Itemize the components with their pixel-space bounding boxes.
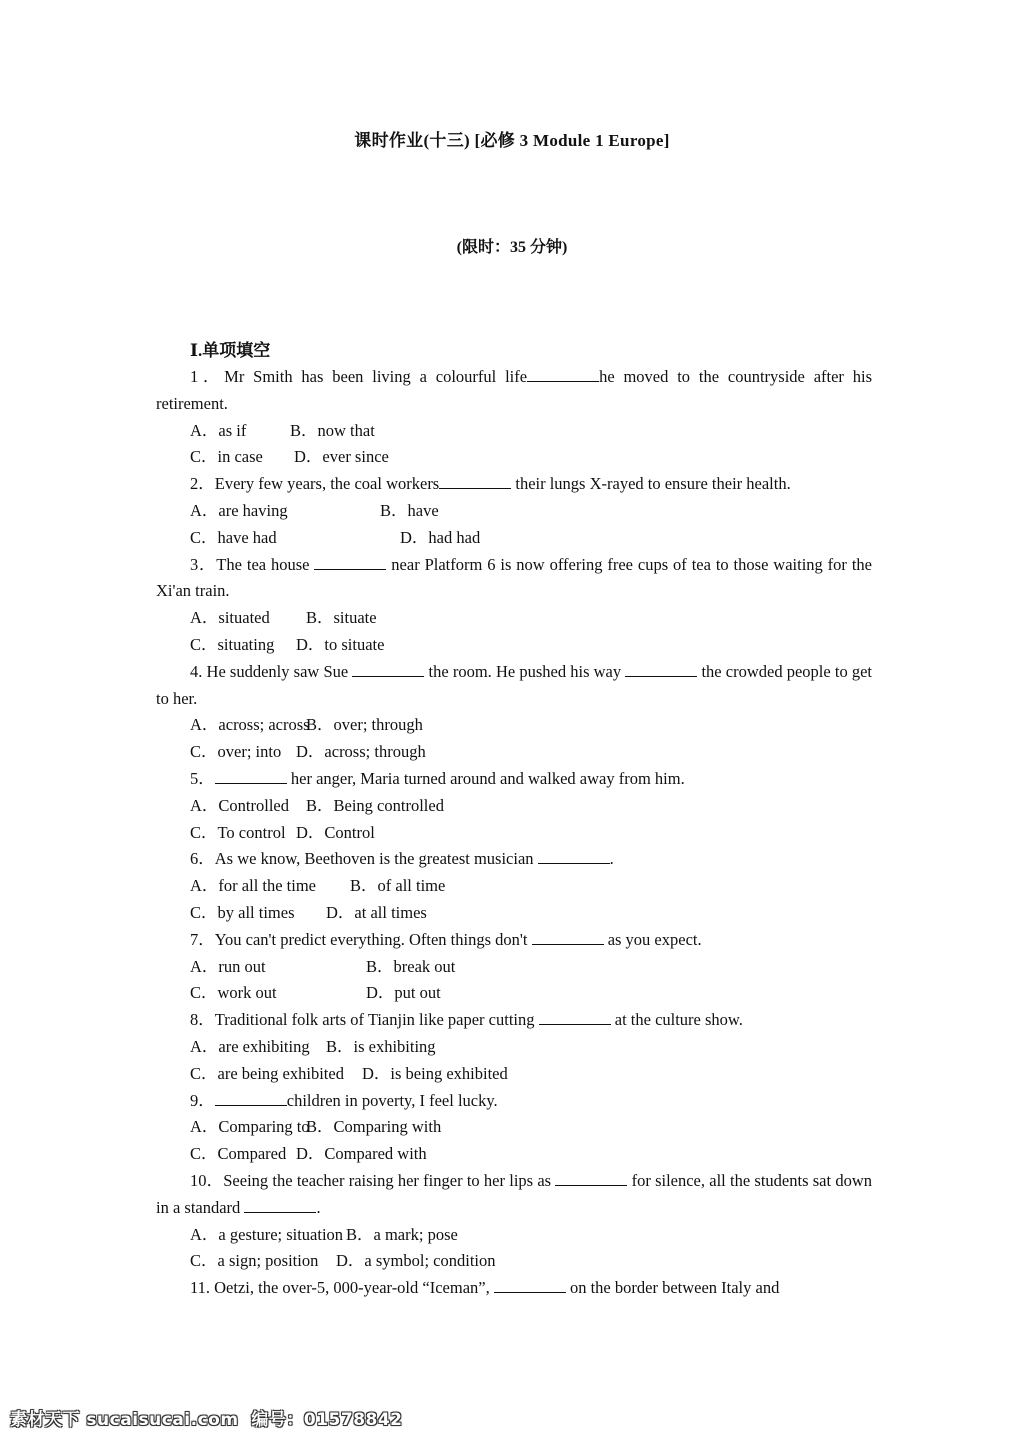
option-b[interactable]: B．over; through — [306, 715, 423, 735]
option-row — [156, 873, 872, 900]
option-row — [156, 712, 872, 739]
option-row — [156, 1061, 872, 1088]
option-b[interactable]: B．Being controlled — [306, 795, 444, 815]
option-row — [156, 1222, 872, 1249]
question-text: her anger, Maria turned around and walked away from him. — [286, 768, 685, 788]
question-3 — [156, 552, 872, 606]
option-row — [156, 605, 872, 632]
time-limit: (限时：35 分钟) — [456, 239, 568, 256]
option-row — [156, 954, 872, 981]
option-row — [156, 525, 872, 552]
option-d[interactable]: D．at all times — [326, 902, 427, 922]
question-text: he moved to the countryside after his retirement. — [156, 367, 873, 413]
answer-blank[interactable] — [538, 849, 610, 864]
question-text: their lungs X-rayed to ensure their health. — [511, 474, 791, 494]
option-d[interactable]: D．Compared with — [296, 1144, 427, 1164]
question-text: 5． — [190, 768, 215, 788]
question-6 — [156, 846, 872, 873]
answer-blank[interactable] — [352, 662, 424, 677]
option-a[interactable]: A．situated — [190, 608, 270, 628]
option-row — [156, 632, 872, 659]
question-text: 7．You can't predict everything. Often things don't — [190, 929, 532, 949]
question-text: 9． — [190, 1090, 215, 1110]
question-2 — [156, 471, 872, 498]
answer-blank[interactable] — [527, 367, 599, 382]
option-a[interactable]: A．for all the time — [190, 876, 317, 896]
question-text: 6．As we know, Beethoven is the greatest musician — [190, 849, 538, 869]
option-b[interactable]: B．is exhibiting — [326, 1036, 436, 1056]
answer-blank[interactable] — [625, 662, 697, 677]
option-b[interactable]: B．now that — [290, 420, 375, 440]
section-title: Ⅰ.单项填空 — [190, 341, 271, 360]
option-row — [156, 793, 872, 820]
option-d[interactable]: D．put out — [366, 983, 441, 1003]
answer-blank[interactable] — [539, 1010, 611, 1025]
option-d[interactable]: D．had had — [400, 527, 481, 547]
question-text: for silence, all the students sat down in a standard — [156, 1170, 872, 1217]
option-a[interactable]: A．are having — [190, 500, 288, 520]
question-9 — [156, 1088, 872, 1115]
option-row — [156, 1141, 872, 1168]
option-c[interactable]: C．are being exhibited — [190, 1063, 344, 1083]
question-7 — [156, 927, 872, 954]
question-text: 8．Traditional folk arts of Tianjin like paper cutting — [190, 1010, 539, 1030]
option-c[interactable]: C．in case — [190, 447, 263, 467]
question-text: the crowded people to get to her. — [156, 661, 872, 708]
question-text: children in poverty, I feel lucky. — [286, 1090, 498, 1110]
option-a[interactable]: A．are exhibiting — [190, 1036, 310, 1056]
option-c[interactable]: C．over; into — [190, 742, 282, 762]
question-text: the room. He pushed his way — [424, 661, 626, 681]
option-d[interactable]: D．a symbol; condition — [336, 1251, 496, 1271]
answer-blank[interactable] — [244, 1198, 316, 1213]
question-text: 1．Mr Smith has been living a colourful life — [190, 367, 528, 386]
exercise-content — [156, 338, 872, 1302]
answer-blank[interactable] — [555, 1171, 627, 1186]
option-row — [156, 1248, 872, 1275]
page-title: 课时作业(十三) [必修 3 Module 1 Europe] — [354, 131, 670, 150]
option-b[interactable]: B．situate — [306, 608, 377, 628]
question-text: . — [609, 849, 614, 869]
option-b[interactable]: B．have — [380, 500, 439, 520]
option-d[interactable]: D．ever since — [294, 447, 389, 467]
question-text: as you expect. — [603, 929, 702, 949]
option-a[interactable]: A．Comparing to — [190, 1117, 310, 1137]
option-b[interactable]: B．of all time — [350, 876, 446, 896]
option-c[interactable]: C．a sign; position — [190, 1251, 319, 1271]
question-list — [156, 364, 872, 1302]
question-text: 4. He suddenly saw Sue — [190, 661, 353, 681]
question-10 — [156, 1168, 872, 1222]
answer-blank[interactable] — [215, 769, 287, 784]
question-text: 11. Oetzi, the over-5, 000-year-old “Iceman”, — [190, 1278, 494, 1298]
option-row — [156, 418, 872, 445]
option-d[interactable]: D．across; through — [296, 742, 426, 762]
question-text: 3．The tea house — [190, 554, 315, 574]
question-8 — [156, 1007, 872, 1034]
answer-blank[interactable] — [532, 930, 604, 945]
question-1 — [156, 364, 872, 418]
option-row — [156, 739, 872, 766]
option-c[interactable]: C．have had — [190, 527, 277, 547]
option-a[interactable]: A．across; across — [190, 715, 310, 735]
option-b[interactable]: B．break out — [366, 956, 456, 976]
question-text: 10．Seeing the teacher raising her finger to her lips as — [190, 1170, 556, 1190]
option-c[interactable]: C．work out — [190, 983, 277, 1003]
answer-blank[interactable] — [215, 1091, 287, 1106]
answer-blank[interactable] — [439, 474, 511, 489]
watermark-text: 素材天下 sucaisucai.com 编号：01578842 — [10, 1410, 403, 1430]
question-text: near Platform 6 is now offering free cups of tea to those waiting for the Xi'an train. — [156, 554, 872, 601]
option-row — [156, 980, 872, 1007]
option-row — [156, 498, 872, 525]
question-text: at the culture show. — [610, 1010, 743, 1030]
option-b[interactable]: B．Comparing with — [306, 1117, 442, 1137]
option-d[interactable]: D．is being exhibited — [362, 1063, 508, 1083]
option-a[interactable]: A．as if — [190, 420, 247, 440]
option-b[interactable]: B．a mark; pose — [346, 1224, 458, 1244]
option-c[interactable]: C．by all times — [190, 902, 295, 922]
option-row — [156, 444, 872, 471]
option-row — [156, 1034, 872, 1061]
answer-blank[interactable] — [314, 555, 386, 570]
question-text: on the border between Italy and — [565, 1278, 780, 1298]
question-text: 2．Every few years, the coal workers — [190, 474, 440, 494]
option-row — [156, 1114, 872, 1141]
question-5 — [156, 766, 872, 793]
option-a[interactable]: A．run out — [190, 956, 266, 976]
option-row — [156, 900, 872, 927]
option-d[interactable]: D．Control — [296, 822, 375, 842]
option-c[interactable]: C．Compared — [190, 1144, 287, 1164]
question-4 — [156, 659, 872, 713]
question-11 — [156, 1275, 872, 1302]
option-c[interactable]: C．To control — [190, 822, 286, 842]
option-a[interactable]: A．Controlled — [190, 795, 289, 815]
option-d[interactable]: D．to situate — [296, 634, 385, 654]
answer-blank[interactable] — [494, 1278, 566, 1293]
option-row — [156, 820, 872, 847]
option-a[interactable]: A．a gesture; situation — [190, 1224, 344, 1244]
question-text: . — [316, 1197, 321, 1217]
option-c[interactable]: C．situating — [190, 634, 275, 654]
